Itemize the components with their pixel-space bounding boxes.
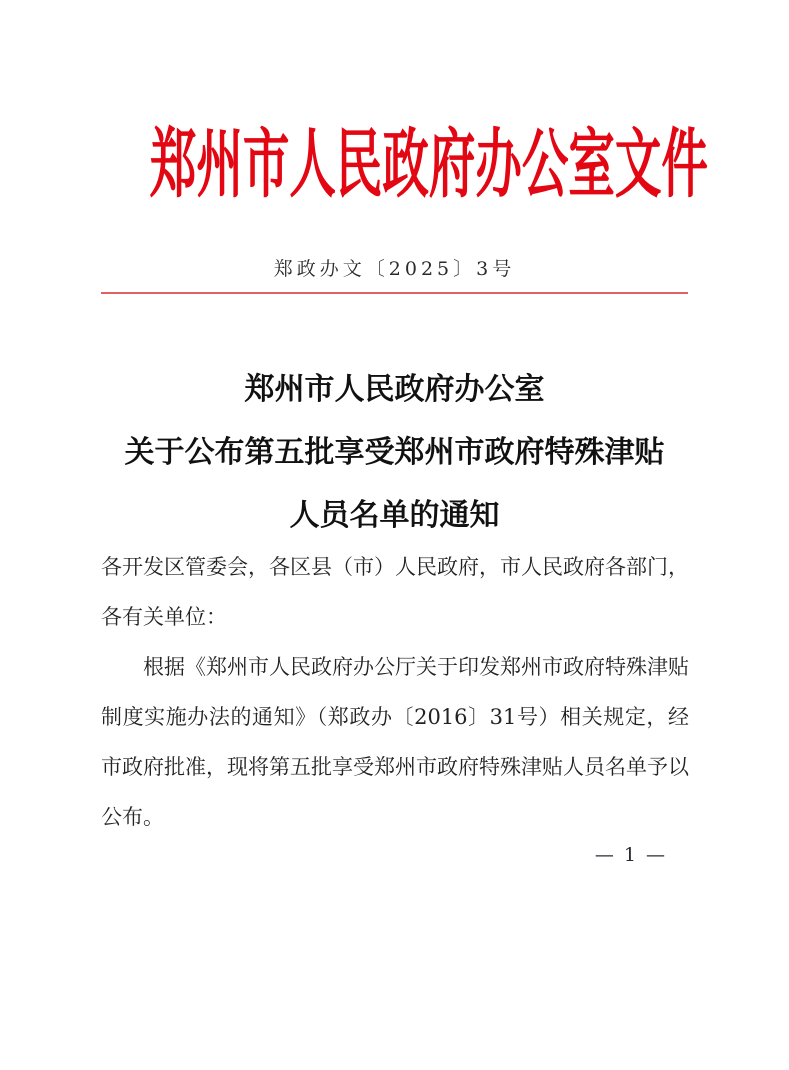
doc-title	[0, 358, 789, 547]
page-number: — 1 —	[594, 844, 667, 866]
document-body	[101, 542, 689, 842]
doc-title-line-3: 人员名单的通知	[289, 498, 500, 533]
doc-title-line-1: 郑州市人民政府办公室	[244, 372, 545, 407]
doc-reference-number: 郑政办文〔2025〕3号	[273, 258, 516, 280]
salutation-paragraph: 各开发区管委会，各区县（市）人民政府，市人民政府各部门，各有关单位：	[101, 555, 689, 629]
body-paragraph: 根据《郑州市人民政府办公厅关于印发郑州市政府特殊津贴制度实施办法的通知》（郑政办〔2016〕31号）相关规定，经市政府批准，现将第五批享受郑州市政府特殊津贴人员名单予以公布。	[101, 655, 689, 829]
doc-title-line-2: 关于公布第五批享受郑州市政府特殊津贴	[124, 435, 665, 470]
red-divider-line	[101, 292, 688, 294]
red-masthead-title: 郑州市人民政府办公室文件	[149, 120, 708, 208]
